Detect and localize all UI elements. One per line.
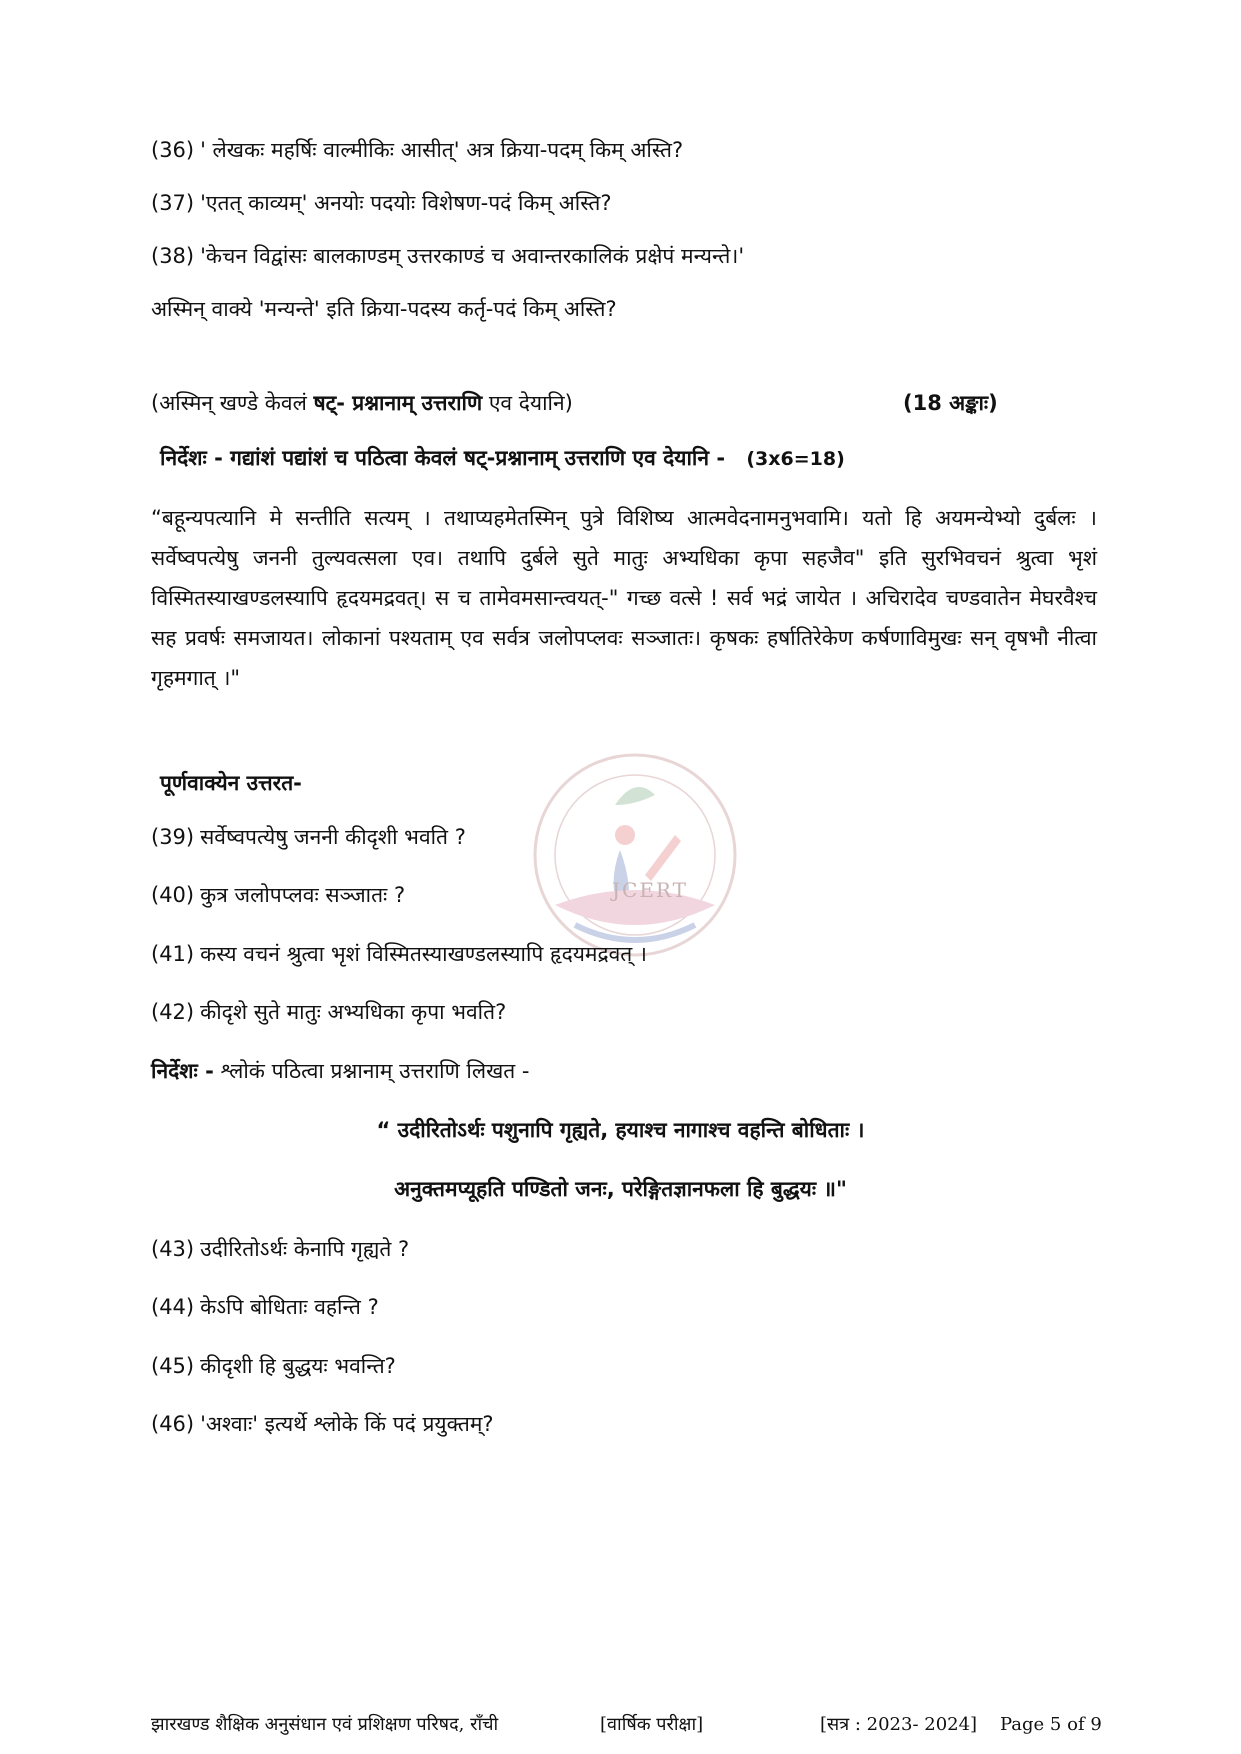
question-37 [151, 188, 612, 218]
sloka-line-2: अनुक्तमप्यूहति पण्डितो जनः, परेङ्गितज्ञानफला हि बुद्धयः ॥" [394, 1177, 847, 1201]
question-42 [151, 997, 506, 1027]
question-number: (37) [151, 191, 195, 215]
footer-organization: झारखण्ड शैक्षिक अनुसंधान एवं प्रशिक्षण परिषद, राँची [151, 1714, 499, 1735]
question-36 [151, 135, 683, 165]
section-note-prefix: (अस्मिन् खण्डे केवलं [151, 391, 314, 415]
instruction-1 [160, 443, 845, 474]
question-text: कीदृशे सुते मातुः अभ्यधिका कृपा भवति? [200, 1000, 507, 1024]
sloka-line-1: “ उदीरितोऽर्थः पशुनापि गृह्यते, हयाश्च नागाश्च वहन्ति बोधिताः । [376, 1118, 865, 1142]
question-text: 'केचन विद्वांसः बालकाण्डम् उत्तरकाण्डं च अवान्तरकालिकं प्रक्षेपं मन्यन्ते।' [200, 244, 745, 268]
question-45 [151, 1351, 396, 1381]
question-41 [151, 939, 647, 969]
question-43 [151, 1234, 409, 1264]
question-number: (40) [151, 883, 195, 907]
instruction-label: निर्देशः - [151, 1059, 214, 1083]
question-number: (43) [151, 1237, 195, 1261]
footer-session: [सत्र : 2023- 2024] [820, 1714, 978, 1735]
question-text: 'अश्वाः' इत्यर्थे श्लोके किं पदं प्रयुक्तम्? [200, 1412, 494, 1436]
question-38 [151, 241, 744, 271]
question-text: कस्य वचनं श्रुत्वा भृशं विस्मितस्याखण्डलस्यापि हृदयमद्रवत् । [200, 942, 647, 966]
question-text: सर्वेष्वपत्येषु जननी कीदृशी भवति ? [200, 825, 466, 849]
answer-prompt: पूर्णवाक्येन उत्तरत- [160, 771, 302, 795]
question-text: कीदृशी हि बुद्धयः भवन्ति? [200, 1354, 396, 1378]
question-38-continuation: अस्मिन् वाक्ये 'मन्यन्ते' इति क्रिया-पदस्य कर्तृ-पदं किम् अस्ति? [151, 297, 617, 321]
question-text: कुत्र जलोपप्लवः सञ्जातः ? [200, 883, 406, 907]
question-39 [151, 822, 466, 852]
instruction-2 [151, 1056, 530, 1086]
question-number: (46) [151, 1412, 195, 1436]
instruction-label: निर्देशः - [160, 446, 223, 470]
section-note-suffix: एव देयानि) [482, 391, 573, 415]
instruction-text: श्लोकं पठित्वा प्रश्नानाम् उत्तराणि लिखत - [213, 1059, 530, 1083]
watermark-text: JCERT [612, 878, 688, 902]
question-text: उदीरितोऽर्थः केनापि गृह्यते ? [200, 1237, 410, 1261]
question-number: (39) [151, 825, 195, 849]
instruction-text: गद्यांशं पद्यांशं च पठित्वा केवलं षट्-प्रश्नानाम् उत्तराणि एव देयानि - [222, 446, 726, 470]
question-number: (36) [151, 138, 195, 162]
question-number: (45) [151, 1354, 195, 1378]
question-number: (42) [151, 1000, 195, 1024]
question-number: (41) [151, 942, 195, 966]
question-number: (44) [151, 1295, 195, 1319]
question-number: (38) [151, 244, 195, 268]
footer-exam: [वार्षिक परीक्षा] [600, 1714, 704, 1735]
question-text: ' लेखकः महर्षिः वाल्मीकिः आसीत्' अत्र क्रिया-पदम् किम् अस्ति? [200, 138, 684, 162]
question-text: केऽपि बोधिताः वहन्ति ? [200, 1295, 379, 1319]
question-44 [151, 1292, 379, 1322]
section-note-bold: षट्- प्रश्नानाम् उत्तराणि [313, 391, 483, 415]
question-text: 'एतत् काव्यम्' अनयोः पदयोः विशेषण-पदं किम् अस्ति? [200, 191, 612, 215]
question-46 [151, 1409, 494, 1439]
footer-page-number: Page 5 of 9 [1000, 1714, 1102, 1735]
section-marks: (18 अङ्काः) [903, 391, 998, 415]
instruction-marks: (3x6=18) [746, 448, 845, 470]
section-note [151, 388, 573, 418]
question-40 [151, 880, 405, 910]
prose-passage: “बहून्यपत्यानि मे सन्तीति सत्यम् । तथाप्यहमेतस्मिन् पुत्रे विशिष्य आत्मवेदनामनुभवामि। यतो हि अयमन्येभ्यो दुर्बलः । सर्वेष्वपत्येषु जननी तुल्यवत्सला एव। तथापि दुर्बले सुते मातुः अभ्यधिका कृपा सहजैव" इति सुरभिवचनं श्रुत्वा भृशं विस्मितस्याखण्डलस्यापि हृदयमद्रवत्। स च तामेवमसान्त्वयत्-" गच्छ वत्से ! सर्व भद्रं जायेत । अचिरादेव चण्डवातेन मेघरवैश्च सह प्रवर्षः समजायत। लोकानां पश्यताम् एव सर्वत्र जलोपप्लवः सञ्जातः। कृषकः हर्षातिरेकेण कर्षणाविमुखः सन् वृषभौ नीत्वा गृहमगात् ।" [151, 506, 1097, 690]
